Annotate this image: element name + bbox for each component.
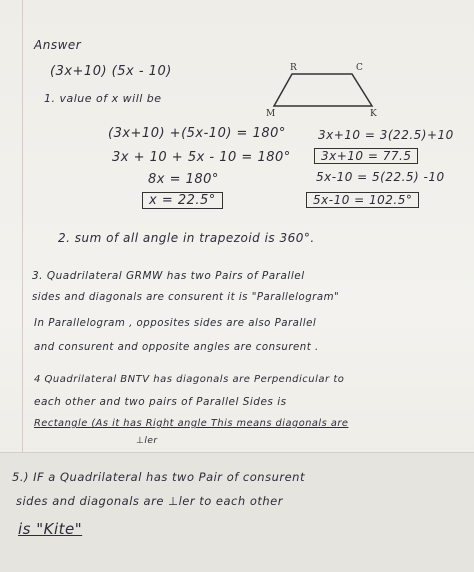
eq-right-1: 3x+10 = 3(22.5)+10 — [318, 128, 454, 142]
eq-left-3: 8x = 180° — [148, 172, 219, 187]
q4-line-1: 4 Quadrilateral BNTV has diagonals are Perpendicular to — [34, 374, 345, 385]
vertex-label-c: C — [356, 63, 363, 73]
vertex-label-k: K — [370, 109, 377, 119]
q5-line-3: is "Kite" — [18, 520, 83, 538]
expr-top: (3x+10) (5x - 10) — [50, 64, 172, 79]
vertex-label-m: M — [266, 109, 276, 119]
eq-right-2: 3x+10 = 77.5 — [314, 148, 418, 164]
vertex-label-r: R — [290, 63, 297, 73]
eq-right-3: 5x-10 = 5(22.5) -10 — [316, 170, 445, 184]
trapezoid-diagram — [262, 62, 382, 122]
q5-line-2: sides and diagonals are ⊥ler to each other — [16, 494, 283, 508]
eq-left-4: x = 22.5° — [142, 192, 223, 209]
eq-right-4: 5x-10 = 102.5° — [306, 192, 419, 208]
q3-line-2: sides and diagonals are consurent it is "Parallelogram" — [32, 292, 340, 303]
q4-line-2: each other and two pairs of Parallel Sides is — [34, 396, 287, 408]
q3-line-1: 3. Quadrilateral GRMW has two Pairs of Parallel — [32, 270, 305, 282]
eq-left-1: (3x+10) +(5x-10) = 180° — [108, 126, 286, 141]
value-line: 1. value of x will be — [44, 92, 162, 105]
trapezoid-shape — [274, 74, 372, 106]
eq-left-2: 3x + 10 + 5x - 10 = 180° — [112, 150, 291, 165]
q4-line-3: Rectangle (As it has Right angle This means diagonals are — [34, 418, 349, 429]
q3-line-4: and consurent and opposite angles are consurent . — [34, 342, 319, 353]
q4-line-4: ⊥ler — [136, 436, 158, 446]
q3-line-3: In Parallelogram , opposites sides are also Parallel — [34, 318, 317, 329]
sum-line: 2. sum of all angle in trapezoid is 360°. — [58, 231, 315, 245]
q5-line-1: 5.) IF a Quadrilateral has two Pair of consurent — [12, 470, 305, 484]
answer-label: Answer — [34, 38, 82, 52]
